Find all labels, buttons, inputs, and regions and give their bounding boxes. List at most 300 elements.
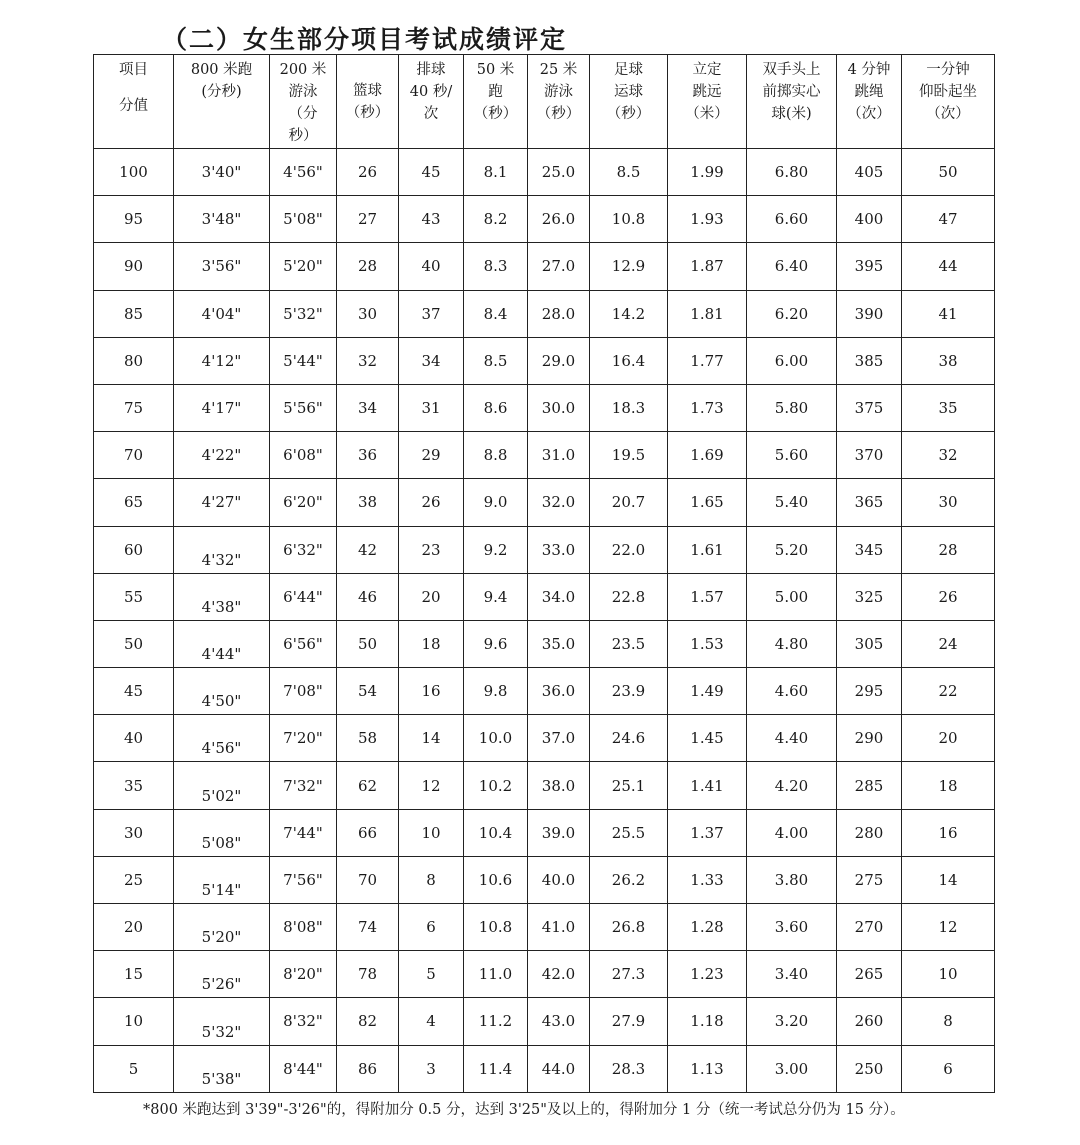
table-cell: 10.0	[464, 715, 528, 762]
table-cell: 30.0	[528, 384, 590, 431]
header-line: 40 秒/	[409, 84, 453, 100]
table-cell: 285	[837, 762, 902, 809]
table-row	[94, 715, 995, 762]
table-cell: 38.0	[528, 762, 590, 809]
table-cell: 1.53	[668, 620, 747, 667]
header-line: 200 米	[279, 62, 327, 78]
table-cell: 385	[837, 337, 902, 384]
table-cell: 70	[337, 856, 399, 903]
table-cell: 26	[902, 573, 995, 620]
table-row	[94, 149, 995, 196]
table-cell: 50	[902, 149, 995, 196]
table-cell: 5'08"	[270, 196, 337, 243]
table-cell: 27	[337, 196, 399, 243]
table-cell: 34.0	[528, 573, 590, 620]
table-cell: 22.8	[590, 573, 668, 620]
table-cell: 30	[337, 290, 399, 337]
table-cell: 11.0	[464, 951, 528, 998]
table-cell: 265	[837, 951, 902, 998]
table-cell: 16	[399, 668, 464, 715]
table-cell: 9.6	[464, 620, 528, 667]
table-cell: 4.60	[747, 668, 837, 715]
header-line: 立定	[692, 62, 722, 78]
table-cell: 5.20	[747, 526, 837, 573]
table-row	[94, 432, 995, 479]
table-cell: 23.9	[590, 668, 668, 715]
table-cell: 20	[94, 904, 174, 951]
table-cell: 33.0	[528, 526, 590, 573]
table-cell: 95	[94, 196, 174, 243]
table-cell: 39.0	[528, 809, 590, 856]
table-cell: 390	[837, 290, 902, 337]
table-cell: 35	[94, 762, 174, 809]
table-cell: 16.4	[590, 337, 668, 384]
table-cell: 14	[399, 715, 464, 762]
table-cell: 100	[94, 149, 174, 196]
table-row	[94, 243, 995, 290]
table-cell: 5	[94, 1045, 174, 1092]
table-cell: 5'26"	[174, 951, 270, 998]
table-cell: 6'20"	[270, 479, 337, 526]
table-cell: 7'32"	[270, 762, 337, 809]
table-cell: 10	[94, 998, 174, 1045]
table-cell: 365	[837, 479, 902, 526]
table-cell: 275	[837, 856, 902, 903]
table-cell: 8'44"	[270, 1045, 337, 1092]
table-cell: 4'22"	[174, 432, 270, 479]
table-cell: 32	[902, 432, 995, 479]
table-cell: 38	[337, 479, 399, 526]
table-cell: 5.60	[747, 432, 837, 479]
table-cell: 58	[337, 715, 399, 762]
table-cell: 10.8	[464, 904, 528, 951]
header-line: （米）	[685, 106, 729, 122]
table-cell: 27.9	[590, 998, 668, 1045]
header-line: 排球	[416, 62, 446, 78]
header-line: 篮球	[353, 82, 382, 99]
table-cell: 8.5	[590, 149, 668, 196]
table-cell: 5	[399, 951, 464, 998]
table-cell: 40.0	[528, 856, 590, 903]
table-cell: 40	[94, 715, 174, 762]
table-cell: 15	[94, 951, 174, 998]
table-cell: 345	[837, 526, 902, 573]
table-cell: 32	[337, 337, 399, 384]
table-cell: 7'56"	[270, 856, 337, 903]
table-cell: 16	[902, 809, 995, 856]
table-cell: 8.2	[464, 196, 528, 243]
table-cell: 8'32"	[270, 998, 337, 1045]
table-cell: 36.0	[528, 668, 590, 715]
table-cell: 4.40	[747, 715, 837, 762]
table-row	[94, 856, 995, 903]
table-cell: 34	[399, 337, 464, 384]
table-cell: 8'08"	[270, 904, 337, 951]
header-line: （秒）	[345, 104, 390, 121]
table-row	[94, 479, 995, 526]
table-cell: 31.0	[528, 432, 590, 479]
table-cell: 7'08"	[270, 668, 337, 715]
table-cell: 42	[337, 526, 399, 573]
table-cell: 4'32"	[174, 526, 270, 573]
table-cell: 3.00	[747, 1045, 837, 1092]
table-row	[94, 809, 995, 856]
table-cell: 260	[837, 998, 902, 1045]
column-header-5	[464, 55, 528, 149]
table-cell: 6.20	[747, 290, 837, 337]
table-cell: 26.2	[590, 856, 668, 903]
table-cell: 37	[399, 290, 464, 337]
table-cell: 60	[94, 526, 174, 573]
table-cell: 20.7	[590, 479, 668, 526]
table-cell: 18.3	[590, 384, 668, 431]
table-cell: 8	[399, 856, 464, 903]
table-cell: 78	[337, 951, 399, 998]
table-cell: 375	[837, 384, 902, 431]
table-cell: 9.2	[464, 526, 528, 573]
table-cell: 14.2	[590, 290, 668, 337]
table-cell: 30	[94, 809, 174, 856]
table-cell: 1.61	[668, 526, 747, 573]
table-cell: 7'44"	[270, 809, 337, 856]
table-cell: 1.23	[668, 951, 747, 998]
table-cell: 36	[337, 432, 399, 479]
table-cell: 35	[902, 384, 995, 431]
table-cell: 65	[94, 479, 174, 526]
table-cell: 1.13	[668, 1045, 747, 1092]
table-cell: 23	[399, 526, 464, 573]
table-row	[94, 337, 995, 384]
column-header-2	[270, 55, 337, 149]
table-cell: 3.20	[747, 998, 837, 1045]
table-cell: 23.5	[590, 620, 668, 667]
table-row	[94, 904, 995, 951]
table-cell: 5'32"	[174, 998, 270, 1045]
table-cell: 370	[837, 432, 902, 479]
header-line: 次	[423, 106, 439, 122]
header-line: 25 米	[539, 62, 578, 78]
table-cell: 395	[837, 243, 902, 290]
footnote: *800 米跑达到 3'39"-3'26"的，得附加分 0.5 分，达到 3'25"及以上的，得附加分 1 分（统一考试总分仍为 15 分）。	[143, 1102, 905, 1118]
table-cell: 7'20"	[270, 715, 337, 762]
table-cell: 80	[94, 337, 174, 384]
table-cell: 5'32"	[270, 290, 337, 337]
table-cell: 41.0	[528, 904, 590, 951]
table-cell: 29.0	[528, 337, 590, 384]
table-cell: 5.40	[747, 479, 837, 526]
table-cell: 18	[902, 762, 995, 809]
header-row	[94, 55, 995, 149]
header-line: 运球	[614, 84, 643, 100]
header-line: 前掷实心	[762, 84, 821, 100]
table-cell: 44.0	[528, 1045, 590, 1092]
table-cell: 5.80	[747, 384, 837, 431]
table-row	[94, 762, 995, 809]
table-cell: 8.8	[464, 432, 528, 479]
table-cell: 405	[837, 149, 902, 196]
table-cell: 6	[399, 904, 464, 951]
table-cell: 10	[902, 951, 995, 998]
table-cell: 41	[902, 290, 995, 337]
table-cell: 4.00	[747, 809, 837, 856]
table-cell: 25.5	[590, 809, 668, 856]
table-cell: 19.5	[590, 432, 668, 479]
table-row	[94, 290, 995, 337]
table-cell: 43.0	[528, 998, 590, 1045]
table-cell: 74	[337, 904, 399, 951]
page-title: （二）女生部分项目考试成绩评定	[162, 25, 568, 54]
table-cell: 11.2	[464, 998, 528, 1045]
header-line: （秒）	[536, 106, 581, 122]
table-cell: 4.20	[747, 762, 837, 809]
table-cell: 1.81	[668, 290, 747, 337]
table-cell: 28	[902, 526, 995, 573]
table-cell: 270	[837, 904, 902, 951]
table-cell: 12	[399, 762, 464, 809]
table-cell: 4'04"	[174, 290, 270, 337]
table-cell: 54	[337, 668, 399, 715]
table-cell: 250	[837, 1045, 902, 1092]
header-line: 跳远	[692, 84, 722, 100]
table-cell: 85	[94, 290, 174, 337]
header-line: （秒）	[473, 106, 518, 122]
table-cell: 3.60	[747, 904, 837, 951]
header-line: （分	[288, 106, 318, 122]
table-cell: 10.4	[464, 809, 528, 856]
header-line: 项目	[119, 62, 148, 78]
table-cell: 9.0	[464, 479, 528, 526]
table-cell: 1.18	[668, 998, 747, 1045]
column-header-3	[337, 55, 399, 149]
table-cell: 295	[837, 668, 902, 715]
table-cell: 24.6	[590, 715, 668, 762]
table-cell: 50	[94, 620, 174, 667]
table-cell: 4'38"	[174, 573, 270, 620]
table-cell: 1.93	[668, 196, 747, 243]
table-cell: 5'56"	[270, 384, 337, 431]
table-cell: 3.40	[747, 951, 837, 998]
score-table	[93, 54, 995, 1093]
table-row	[94, 951, 995, 998]
header-line: （次）	[847, 106, 891, 122]
column-header-1	[174, 55, 270, 149]
header-line: 仰卧起坐	[919, 84, 977, 100]
table-cell: 1.87	[668, 243, 747, 290]
table-cell: 25.1	[590, 762, 668, 809]
table-row	[94, 998, 995, 1045]
table-cell: 18	[399, 620, 464, 667]
table-cell: 5'14"	[174, 856, 270, 903]
table-row	[94, 573, 995, 620]
table-body	[94, 149, 995, 1093]
table-cell: 43	[399, 196, 464, 243]
table-cell: 8	[902, 998, 995, 1045]
table-cell: 5.00	[747, 573, 837, 620]
table-cell: 6'44"	[270, 573, 337, 620]
table-cell: 32.0	[528, 479, 590, 526]
table-cell: 1.65	[668, 479, 747, 526]
header-line: 4 分钟	[847, 62, 891, 78]
table-cell: 5'44"	[270, 337, 337, 384]
table-cell: 1.45	[668, 715, 747, 762]
table-cell: 22	[902, 668, 995, 715]
table-cell: 28.0	[528, 290, 590, 337]
table-cell: 8.6	[464, 384, 528, 431]
table-cell: 4'27"	[174, 479, 270, 526]
header-line: 双手头上	[762, 62, 821, 78]
header-line: 秒）	[288, 128, 318, 144]
table-cell: 4'56"	[270, 149, 337, 196]
table-cell: 4'12"	[174, 337, 270, 384]
table-cell: 62	[337, 762, 399, 809]
table-cell: 6.00	[747, 337, 837, 384]
table-cell: 28	[337, 243, 399, 290]
table-cell: 1.28	[668, 904, 747, 951]
table-cell: 8.5	[464, 337, 528, 384]
table-cell: 8.3	[464, 243, 528, 290]
table-cell: 66	[337, 809, 399, 856]
table-cell: 8.4	[464, 290, 528, 337]
table-cell: 3	[399, 1045, 464, 1092]
table-row	[94, 384, 995, 431]
header-line: 游泳	[288, 84, 318, 100]
table-row	[94, 196, 995, 243]
table-cell: 12	[902, 904, 995, 951]
table-cell: 1.73	[668, 384, 747, 431]
table-cell: 6.40	[747, 243, 837, 290]
table-cell: 3.80	[747, 856, 837, 903]
table-cell: 1.57	[668, 573, 747, 620]
column-header-7	[590, 55, 668, 149]
table-cell: 290	[837, 715, 902, 762]
table-cell: 280	[837, 809, 902, 856]
table-cell: 26	[337, 149, 399, 196]
column-header-8	[668, 55, 747, 149]
table-cell: 46	[337, 573, 399, 620]
table-cell: 4'44"	[174, 620, 270, 667]
column-header-10	[837, 55, 902, 149]
table-cell: 6.80	[747, 149, 837, 196]
table-cell: 5'38"	[174, 1045, 270, 1092]
table-cell: 6'08"	[270, 432, 337, 479]
table-cell: 37.0	[528, 715, 590, 762]
table-cell: 1.49	[668, 668, 747, 715]
table-cell: 27.3	[590, 951, 668, 998]
table-cell: 24	[902, 620, 995, 667]
table-cell: 400	[837, 196, 902, 243]
table-cell: 9.8	[464, 668, 528, 715]
table-cell: 4	[399, 998, 464, 1045]
table-cell: 90	[94, 243, 174, 290]
table-cell: 8'20"	[270, 951, 337, 998]
table-cell: 6	[902, 1045, 995, 1092]
table-cell: 1.99	[668, 149, 747, 196]
table-cell: 42.0	[528, 951, 590, 998]
column-header-9	[747, 55, 837, 149]
table-cell: 4'56"	[174, 715, 270, 762]
table-cell: 20	[399, 573, 464, 620]
table-cell: 40	[399, 243, 464, 290]
table-cell: 1.33	[668, 856, 747, 903]
table-cell: 5'02"	[174, 762, 270, 809]
table-cell: 1.41	[668, 762, 747, 809]
table-cell: 4'17"	[174, 384, 270, 431]
table-cell: 30	[902, 479, 995, 526]
table-cell: 3'48"	[174, 196, 270, 243]
table-cell: 8.1	[464, 149, 528, 196]
table-cell: 3'40"	[174, 149, 270, 196]
table-cell: 9.4	[464, 573, 528, 620]
column-header-0	[94, 55, 174, 149]
table-cell: 25	[94, 856, 174, 903]
header-line: 800 米跑	[190, 62, 253, 78]
table-row	[94, 1045, 995, 1092]
column-header-11	[902, 55, 995, 149]
table-cell: 10.6	[464, 856, 528, 903]
table-cell: 14	[902, 856, 995, 903]
header-line: 跑	[488, 84, 503, 100]
table-cell: 22.0	[590, 526, 668, 573]
table-cell: 1.77	[668, 337, 747, 384]
table-row	[94, 668, 995, 715]
table-cell: 55	[94, 573, 174, 620]
header-line: （秒）	[606, 106, 651, 122]
table-cell: 70	[94, 432, 174, 479]
table-cell: 305	[837, 620, 902, 667]
table-cell: 50	[337, 620, 399, 667]
table-cell: 26.8	[590, 904, 668, 951]
table-cell: 29	[399, 432, 464, 479]
table-cell: 26	[399, 479, 464, 526]
table-cell: 6.60	[747, 196, 837, 243]
column-header-4	[399, 55, 464, 149]
table-row	[94, 526, 995, 573]
table-cell: 12.9	[590, 243, 668, 290]
table-cell: 35.0	[528, 620, 590, 667]
table-cell: 38	[902, 337, 995, 384]
table-cell: 82	[337, 998, 399, 1045]
table-cell: 45	[399, 149, 464, 196]
table-cell: 10.2	[464, 762, 528, 809]
table-cell: 3'56"	[174, 243, 270, 290]
header-line: (分秒)	[201, 84, 242, 100]
header-line: 一分钟	[926, 62, 970, 78]
table-cell: 10.8	[590, 196, 668, 243]
table-cell: 26.0	[528, 196, 590, 243]
table-cell: 6'32"	[270, 526, 337, 573]
table-cell: 11.4	[464, 1045, 528, 1092]
table-cell: 4.80	[747, 620, 837, 667]
table-cell: 1.69	[668, 432, 747, 479]
header-line: （次）	[926, 106, 970, 122]
column-header-6	[528, 55, 590, 149]
header-line: 50 米	[476, 62, 515, 78]
table-cell: 20	[902, 715, 995, 762]
table-cell: 25.0	[528, 149, 590, 196]
header-line: 足球	[614, 62, 643, 78]
table-cell: 31	[399, 384, 464, 431]
table-cell: 5'08"	[174, 809, 270, 856]
table-cell: 27.0	[528, 243, 590, 290]
header-line: 分值	[119, 98, 148, 114]
table-cell: 75	[94, 384, 174, 431]
table-row	[94, 620, 995, 667]
table-cell: 45	[94, 668, 174, 715]
table-cell: 34	[337, 384, 399, 431]
table-cell: 5'20"	[174, 904, 270, 951]
table-cell: 44	[902, 243, 995, 290]
header-line: 跳绳	[854, 84, 884, 100]
